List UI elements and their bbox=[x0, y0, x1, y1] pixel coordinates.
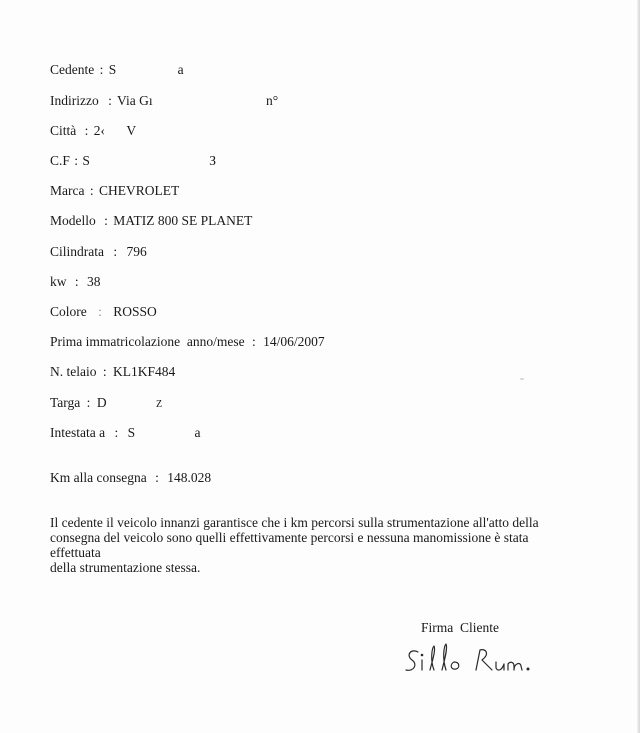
trail-intestata: a bbox=[194, 425, 201, 440]
sep-indirizzo: : bbox=[108, 93, 112, 108]
value-citta: 2‹ bbox=[93, 123, 106, 138]
sep-cedente: : bbox=[99, 62, 104, 77]
label-modello: Modello bbox=[50, 213, 96, 228]
field-prima-immatricolazione bbox=[50, 334, 325, 350]
sep-kw: : bbox=[74, 274, 79, 289]
scan-speck bbox=[520, 378, 524, 380]
label-kw: kw bbox=[50, 274, 67, 289]
sep-targa: : bbox=[86, 395, 91, 410]
value-prima: 14/06/2007 bbox=[263, 334, 325, 349]
label-telaio: N. telaio bbox=[50, 364, 97, 379]
field-intestata bbox=[50, 425, 201, 441]
value-indirizzo: Via Gı bbox=[117, 93, 153, 108]
value-intestata: S bbox=[127, 425, 136, 440]
trail-cf: З bbox=[209, 153, 217, 168]
sep-cilindrata: : bbox=[113, 244, 118, 259]
label-indirizzo: Indirizzo bbox=[50, 93, 99, 108]
value-cilindrata: 796 bbox=[126, 244, 147, 259]
field-marca bbox=[50, 183, 179, 199]
field-codice-fiscale bbox=[50, 153, 216, 169]
value-cedente: S bbox=[108, 62, 117, 77]
label-marca: Marca bbox=[50, 183, 85, 198]
value-cf: S bbox=[82, 153, 90, 168]
label-citta: Città bbox=[50, 123, 77, 138]
value-telaio: KL1KF484 bbox=[113, 364, 176, 379]
field-kw bbox=[50, 274, 101, 290]
sep-prima: : bbox=[251, 334, 256, 349]
sep-colore: : bbox=[98, 304, 102, 319]
sep-cf: : bbox=[74, 153, 79, 168]
value-targa: D bbox=[96, 395, 107, 410]
sep-intestata: : bbox=[114, 425, 119, 440]
trail-targa: Z bbox=[155, 399, 163, 410]
label-intestata: Intestata a bbox=[50, 425, 106, 440]
declaration-line-3: della strumentazione stessa. bbox=[50, 560, 201, 575]
field-citta bbox=[50, 123, 136, 139]
sep-marca: : bbox=[89, 183, 94, 198]
field-cilindrata bbox=[50, 244, 147, 260]
label-cilindrata: Cilindrata bbox=[50, 244, 104, 259]
label-cedente: Cedente bbox=[50, 62, 95, 77]
trail-cedente: a bbox=[177, 62, 184, 77]
handwritten-signature bbox=[400, 636, 560, 684]
label-colore: Colore bbox=[50, 304, 87, 319]
field-km-consegna bbox=[50, 470, 211, 486]
trail-indirizzo: n° bbox=[265, 93, 279, 108]
field-telaio bbox=[50, 364, 175, 380]
declaration-line-2: consegna del veicolo sono quelli effettivamente percorsi e nessuna manomissione è stata effettuata bbox=[50, 530, 529, 560]
field-cedente bbox=[50, 62, 184, 78]
field-targa bbox=[50, 395, 162, 413]
field-modello bbox=[50, 213, 252, 229]
label-targa: Targa bbox=[50, 395, 81, 410]
sep-km: : bbox=[155, 470, 159, 485]
value-kw: 38 bbox=[87, 274, 101, 289]
sep-modello: : bbox=[104, 213, 108, 228]
label-km: Km alla consegna bbox=[50, 470, 147, 485]
sep-citta: : bbox=[84, 123, 89, 138]
sep-telaio: : bbox=[102, 364, 107, 379]
value-marca: CHEVROLET bbox=[99, 183, 180, 198]
field-indirizzo bbox=[50, 93, 278, 109]
trail-citta: V bbox=[126, 123, 137, 138]
label-prima: Prima immatricolazione anno/mese bbox=[50, 334, 245, 349]
declaration-text bbox=[50, 515, 570, 575]
field-colore bbox=[50, 304, 157, 320]
value-km: 148.028 bbox=[167, 470, 212, 485]
value-modello: MATIZ 800 SE PLANET bbox=[113, 213, 253, 228]
value-colore: ROSSO bbox=[113, 304, 157, 319]
label-cf: C.F bbox=[50, 153, 70, 168]
declaration-line-1: Il cedente il veicolo innanzi garantisce che i km percorsi sulla strumentazione all'atto della bbox=[50, 515, 539, 530]
signature-label: Firma Cliente bbox=[421, 620, 499, 635]
